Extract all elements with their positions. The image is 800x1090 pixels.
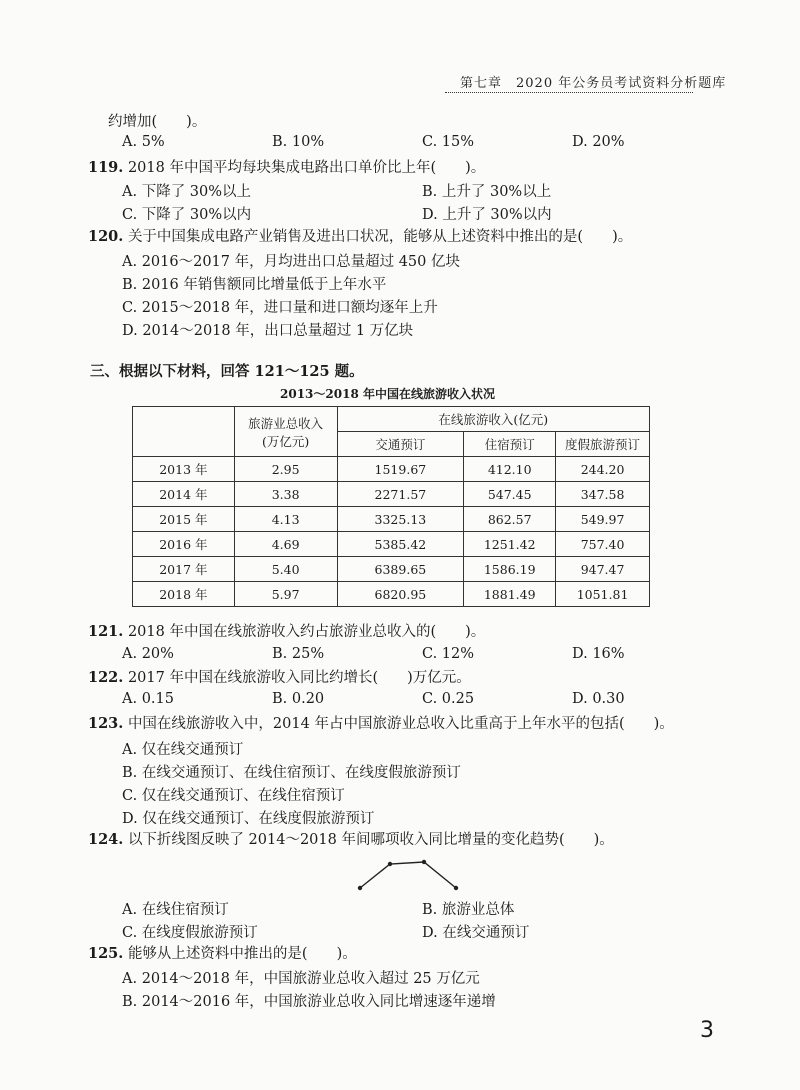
trend-point: [358, 886, 362, 890]
question-text: 能够从上述资料中推出的是( )。: [127, 946, 357, 962]
q121-option-a: A. 20%: [122, 646, 174, 662]
q124-option-a: A. 在线住宿预订: [122, 902, 229, 918]
row-year: 2013 年: [133, 457, 235, 482]
cell-vacation: 244.20: [556, 457, 650, 482]
table-corner-cell: [133, 407, 235, 457]
q125-option-a: A. 2014～2018 年，中国旅游业总收入超过 25 万亿元: [122, 971, 480, 987]
q124-option-b: B. 旅游业总体: [422, 902, 515, 918]
col-header-online: 在线旅游收入(亿元): [337, 407, 649, 432]
cell-total: 3.38: [234, 482, 337, 507]
q118-option-c: C. 15%: [422, 134, 475, 150]
question-119: [88, 158, 485, 178]
cell-vacation: 347.58: [556, 482, 650, 507]
cell-total: 4.69: [234, 532, 337, 557]
cell-transport: 2271.57: [337, 482, 464, 507]
row-year: 2014 年: [133, 482, 235, 507]
cell-transport: 5385.42: [337, 532, 464, 557]
cell-transport: 3325.13: [337, 507, 464, 532]
q122-option-b: B. 0.20: [272, 691, 325, 707]
trend-line-chart: [354, 852, 464, 892]
q119-option-b: B. 上升了 30%以上: [422, 184, 552, 200]
q118-option-a: A. 5%: [122, 134, 165, 150]
q124-option-d: D. 在线交通预订: [422, 925, 530, 941]
header-rule: [445, 92, 693, 93]
q122-option-a: A. 0.15: [122, 691, 174, 707]
question-text: 2018 年中国在线旅游收入约占旅游业总收入的( )。: [127, 624, 486, 640]
q119-option-c: C. 下降了 30%以内: [122, 207, 252, 223]
q120-option-b: B. 2016 年销售额同比增量低于上年水平: [122, 277, 387, 293]
table-row: [133, 457, 650, 482]
question-number: 120.: [88, 228, 124, 245]
q122-option-d: D. 0.30: [572, 691, 625, 707]
trend-point: [454, 886, 458, 890]
cell-vacation: 757.40: [556, 532, 650, 557]
row-year: 2017 年: [133, 557, 235, 582]
cell-transport: 1519.67: [337, 457, 464, 482]
cell-lodging: 412.10: [464, 457, 556, 482]
q120-option-d: D. 2014～2018 年，出口总量超过 1 万亿块: [122, 323, 414, 339]
section-heading: 三、根据以下材料，回答 121～125 题。: [90, 363, 364, 380]
question-124: [88, 830, 614, 850]
table-row: [133, 507, 650, 532]
question-text: 中国在线旅游收入中，2014 年占中国旅游业总收入比重高于上年水平的包括( )。: [127, 716, 674, 732]
col-header-total-line1: 旅游业总收入: [248, 415, 324, 431]
cell-total: 5.97: [234, 582, 337, 607]
q123-option-b: B. 在线交通预订、在线住宿预订、在线度假旅游预订: [122, 765, 461, 781]
q118-option-d: D. 20%: [572, 134, 625, 150]
question-text: 2018 年中国平均每块集成电路出口单价比上年( )。: [127, 160, 486, 176]
row-year: 2015 年: [133, 507, 235, 532]
cell-lodging: 1251.42: [464, 532, 556, 557]
cell-lodging: 1881.49: [464, 582, 556, 607]
row-year: 2018 年: [133, 582, 235, 607]
table-row: [133, 532, 650, 557]
cell-total: 4.13: [234, 507, 337, 532]
q123-option-d: D. 仅在线交通预订、在线度假旅游预订: [122, 811, 375, 827]
q124-option-c: C. 在线度假旅游预订: [122, 925, 258, 941]
q125-option-b: B. 2014～2016 年，中国旅游业总收入同比增速逐年递增: [122, 994, 496, 1010]
cell-vacation: 549.97: [556, 507, 650, 532]
row-year: 2016 年: [133, 532, 235, 557]
question-number: 121.: [88, 623, 124, 640]
tourism-income-table: [132, 406, 650, 607]
trend-line: [360, 862, 456, 888]
cell-vacation: 947.47: [556, 557, 650, 582]
question-text: 2017 年中国在线旅游收入同比约增长( )万亿元。: [127, 670, 471, 686]
question-number: 124.: [88, 831, 124, 848]
cell-lodging: 547.45: [464, 482, 556, 507]
col-header-transport: 交通预订: [337, 432, 464, 457]
col-header-vacation: 度假旅游预订: [556, 432, 650, 457]
trend-point: [388, 862, 392, 866]
running-header: 第七章 2020 年公务员考试资料分析题库: [460, 76, 727, 91]
question-number: 119.: [88, 159, 124, 176]
q123-option-c: C. 仅在线交通预订、在线住宿预订: [122, 788, 345, 804]
q120-option-c: C. 2015～2018 年，进口量和进口额均逐年上升: [122, 300, 438, 316]
cell-transport: 6820.95: [337, 582, 464, 607]
q121-option-b: B. 25%: [272, 646, 325, 662]
cell-vacation: 1051.81: [556, 582, 650, 607]
table-row: [133, 557, 650, 582]
col-header-total: [234, 407, 337, 457]
q119-option-d: D. 上升了 30%以内: [422, 207, 552, 223]
table-row: [133, 482, 650, 507]
page-number: 3: [700, 1018, 714, 1043]
question-number: 123.: [88, 715, 124, 732]
q121-option-d: D. 16%: [572, 646, 625, 662]
cell-total: 2.95: [234, 457, 337, 482]
question-121: [88, 622, 485, 642]
q120-option-a: A. 2016～2017 年，月均进出口总量超过 450 亿块: [122, 254, 460, 270]
table-row: [133, 582, 650, 607]
cell-lodging: 862.57: [464, 507, 556, 532]
q119-option-a: A. 下降了 30%以上: [122, 184, 252, 200]
question-number: 125.: [88, 945, 124, 962]
cell-total: 5.40: [234, 557, 337, 582]
question-125: [88, 944, 357, 964]
question-122: [88, 668, 471, 688]
table-caption: 2013～2018 年中国在线旅游收入状况: [280, 387, 495, 401]
trend-point: [422, 860, 426, 864]
q118-option-b: B. 10%: [272, 134, 325, 150]
question-number: 122.: [88, 669, 124, 686]
q122-option-c: C. 0.25: [422, 691, 475, 707]
q123-option-a: A. 仅在线交通预订: [122, 742, 244, 758]
col-header-total-line2: (万亿元): [262, 433, 310, 449]
col-header-lodging: 住宿预订: [464, 432, 556, 457]
question-text: 关于中国集成电路产业销售及进出口状况，能够从上述资料中推出的是( )。: [127, 229, 633, 245]
q118-tail: 约增加( )。: [108, 114, 207, 130]
q121-option-c: C. 12%: [422, 646, 475, 662]
cell-transport: 6389.65: [337, 557, 464, 582]
question-123: [88, 714, 674, 734]
question-text: 以下折线图反映了 2014～2018 年间哪项收入同比增量的变化趋势( )。: [127, 832, 614, 848]
question-120: [88, 227, 632, 247]
cell-lodging: 1586.19: [464, 557, 556, 582]
